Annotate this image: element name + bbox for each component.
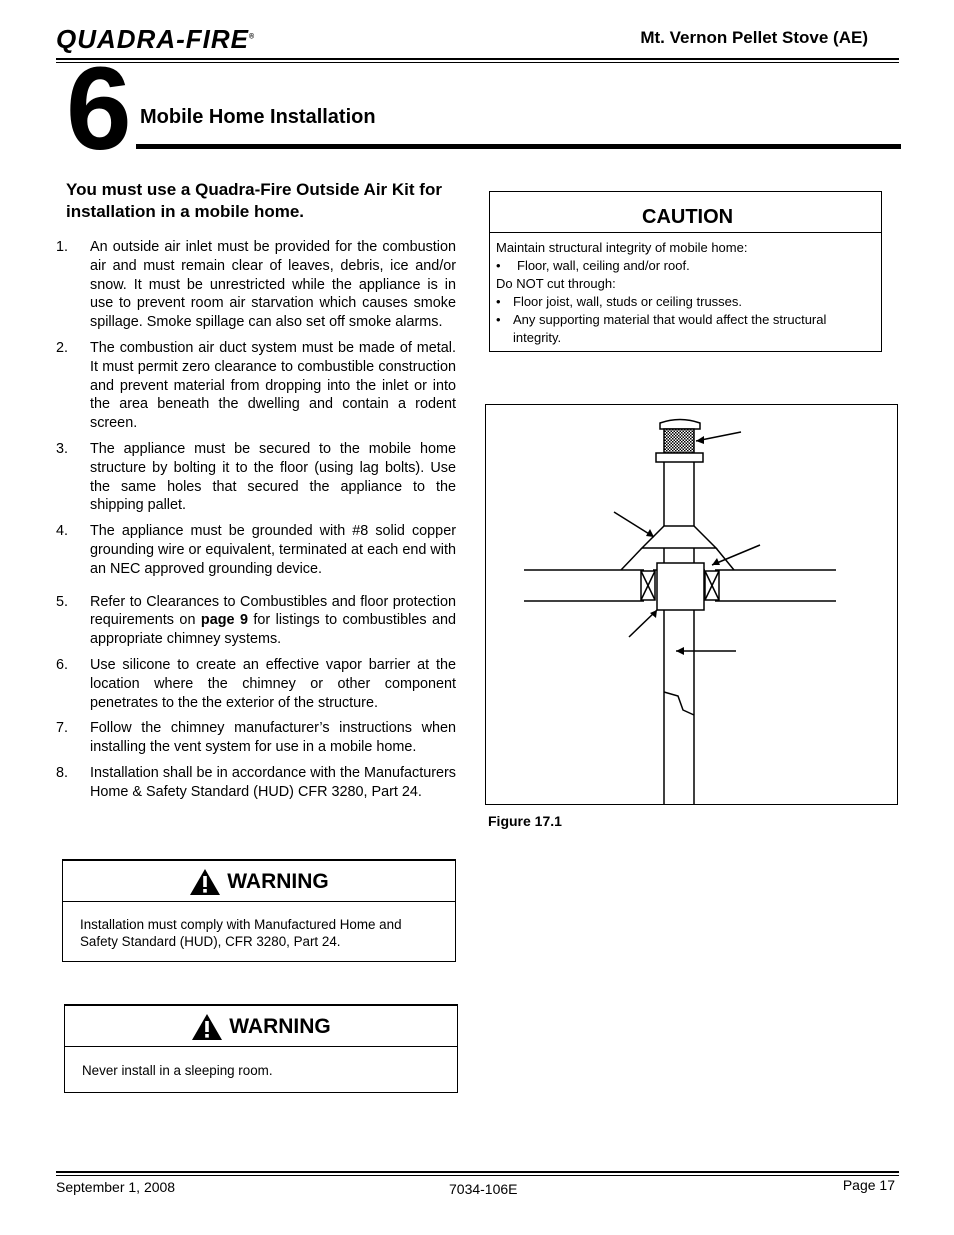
cap-base xyxy=(656,453,703,462)
document-title: Mt. Vernon Pellet Stove (AE) xyxy=(640,28,868,47)
item-number: 7. xyxy=(56,720,69,737)
caution-line: Maintain structural integrity of mobile home: xyxy=(496,240,748,255)
item-text: An outside air inlet must be provided for the combustion air and must remain clear of leaves, debris, ice and/or snow. It must be unrestricted while the appliance is in use to prevent room air starvation which causes smoke spillage. Smoke spillage can also set off smoke alarms. xyxy=(90,239,456,331)
header-rule-thin xyxy=(56,62,899,63)
item-text: The appliance must be secured to the mobile home structure by bolting it to the floor (using lag bolts). Use the same holes that secured the appliance to the shipping pallet. xyxy=(90,440,456,514)
list-item xyxy=(56,656,456,712)
break-line xyxy=(664,692,694,715)
caution-bullet: • Floor joist, wall, studs or ceiling trusses. xyxy=(496,293,875,311)
list-item xyxy=(56,238,456,332)
item-text: The appliance must be grounded with #8 solid copper grounding wire or equivalent, terminated at each end with an NEC approved grounding device. xyxy=(90,523,456,577)
chimney-diagram xyxy=(485,404,898,805)
item-text: Refer to Clearances to Combustibles and floor protection requirements on xyxy=(90,593,456,629)
caution-bullet: • Floor, wall, ceiling and/or roof. xyxy=(496,257,875,275)
item-text: for listings to combustibles and appropriate chimney systems. xyxy=(90,612,456,648)
warning-title: WARNING xyxy=(229,1015,331,1038)
item-number: 3. xyxy=(56,440,69,457)
list-item xyxy=(56,593,456,649)
list-item xyxy=(56,719,456,757)
list-item xyxy=(56,522,456,578)
item-text: Installation shall be in accordance with the Manufacturers Home & Safety Standard (HUD) CFR 3280, Part 24. xyxy=(90,764,456,800)
item-text: The combustion air duct system must be made of metal. It must permit zero clearance to combustible construction and prevent material from dropping into the inlet or into the area beneath the dwelling and contain a rodent screen. xyxy=(90,339,456,432)
ceiling-support xyxy=(657,563,704,610)
warning-header xyxy=(63,861,455,902)
warning-title: WARNING xyxy=(227,870,329,893)
list-item xyxy=(56,440,456,515)
caution-box xyxy=(489,191,882,352)
warning-box xyxy=(62,859,456,962)
caution-bullet: • Any supporting material that would affect the structural integrity. xyxy=(496,311,875,347)
item-number: 1. xyxy=(56,239,69,255)
footer-rule-thin xyxy=(56,1175,899,1176)
warning-icon xyxy=(189,868,221,896)
item-number: 5. xyxy=(56,593,69,610)
caution-body xyxy=(490,233,881,347)
chapter-rule xyxy=(136,144,901,149)
warning-header xyxy=(65,1006,457,1047)
item-number: 2. xyxy=(56,339,69,356)
warning-text: Installation must comply with Manufactured Home and Safety Standard (HUD), CFR 3280, Part 24. xyxy=(80,917,402,949)
list-item xyxy=(56,339,456,433)
chimney-drawing xyxy=(486,405,897,804)
warning-icon xyxy=(191,1013,223,1041)
item-number: 4. xyxy=(56,523,69,540)
brand-logo: QUADRA-FIRE® xyxy=(56,24,256,54)
spark-screen xyxy=(664,429,694,453)
footer-date: September 1, 2008 xyxy=(56,1179,176,1195)
footer-page-number: Page 17 xyxy=(842,1177,895,1193)
item-text: Follow the chimney manufacturer’s instructions when installing the vent system for use in a mobile home. xyxy=(90,720,456,756)
header-rule xyxy=(56,58,899,60)
warning-text: Never install in a sleeping room. xyxy=(82,1063,273,1078)
page-reference: page 9 xyxy=(200,612,248,629)
chapter-number: 6 xyxy=(66,43,128,175)
caution-title: CAUTION xyxy=(490,192,881,233)
figure-caption: Figure 17.1 xyxy=(488,813,562,829)
footer-rule xyxy=(56,1171,899,1173)
instruction-list xyxy=(56,238,456,809)
footer-doc-code: 7034-106E xyxy=(449,1181,518,1197)
item-number: 6. xyxy=(56,656,69,673)
intro-statement: You must use a Quadra-Fire Outside Air Kit for installation in a mobile home. xyxy=(66,180,442,221)
item-text: Use silicone to create an effective vapor barrier at the location where the chimney or other component penetrates to the the exterior of the structure. xyxy=(90,656,456,711)
chapter-title: Mobile Home Installation xyxy=(140,106,376,128)
list-item xyxy=(56,764,456,802)
warning-box xyxy=(64,1004,458,1093)
item-number: 8. xyxy=(56,764,69,781)
caution-line: Do NOT cut through: xyxy=(496,276,616,291)
cap-top xyxy=(660,420,700,430)
